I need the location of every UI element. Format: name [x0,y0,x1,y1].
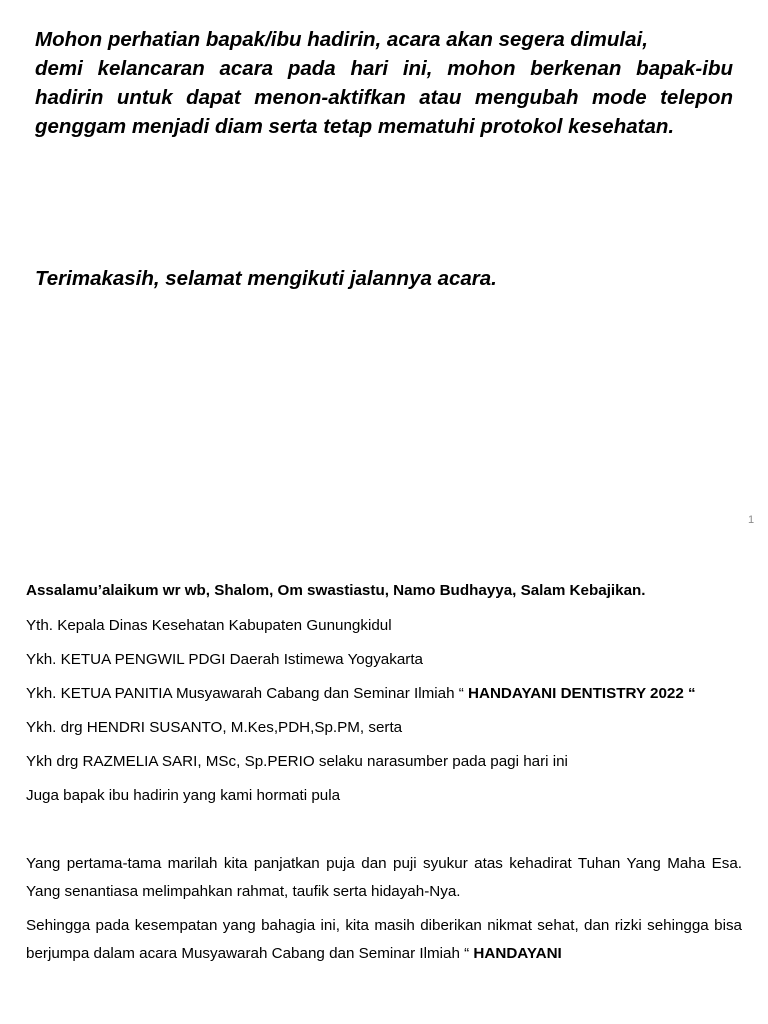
second-paragraph [26,912,742,968]
slide-announcement [35,25,733,141]
opening-paragraph: Yang pertama-tama marilah kita panjatkan puja dan puji syukur atas kehadirat Tuhan Yang Maha Esa. Yang senantiasa melimpahkan rahmat, taufik serta hidayah-Nya. [26,855,742,900]
addressee-speaker-1: Ykh. drg HENDRI SUSANTO, M.Kes,PDH,Sp.PM, serta [26,719,403,736]
addressee-panitia [26,680,742,708]
second-paragraph-text: Sehingga pada kesempatan yang bahagia ini, kita masih diberikan nikmat sehat, dan rizki sehingga bisa berjumpa dalam acara Musyawarah Cabang dan Seminar Ilmiah “ [26,917,742,962]
paragraph-gap [26,816,742,850]
greeting: Assalamu’alaikum wr wb, Shalom, Om swastiastu, Namo Budhayya, Salam Kebajikan. [26,582,646,599]
addressee-speaker-2: Ykh drg RAZMELIA SARI, MSc, Sp.PERIO selaku narasumber pada pagi hari ini [26,753,568,770]
addressee-panitia-text: Ykh. KETUA PANITIA Musyawarah Cabang dan Seminar Ilmiah “ [26,685,469,702]
addressee-dinas: Yth. Kepala Dinas Kesehatan Kabupaten Gunungkidul [26,617,392,634]
event-name-inline: HANDAYANI [473,945,562,962]
slide-thanks: Terimakasih, selamat mengikuti jalannya acara. [35,267,497,290]
slide-announcement-line-1: Mohon perhatian bapak/ibu hadirin, acara akan segera dimulai, [35,28,648,51]
addressee-pengwil: Ykh. KETUA PENGWIL PDGI Daerah Istimewa Yogyakarta [26,651,424,668]
event-name: HANDAYANI DENTISTRY 2022 “ [468,685,696,702]
speech-document [26,577,742,974]
page-number: 1 [748,514,755,526]
addressee-audience: Juga bapak ibu hadirin yang kami hormati pula [26,787,341,804]
slide-announcement-body: demi kelancaran acara pada hari ini, mohon berkenan bapak-ibu hadirin untuk dapat menon-aktifkan atau mengubah mode telepon genggam menjadi diam serta tetap mematuhi protokol kesehatan. [35,57,733,138]
